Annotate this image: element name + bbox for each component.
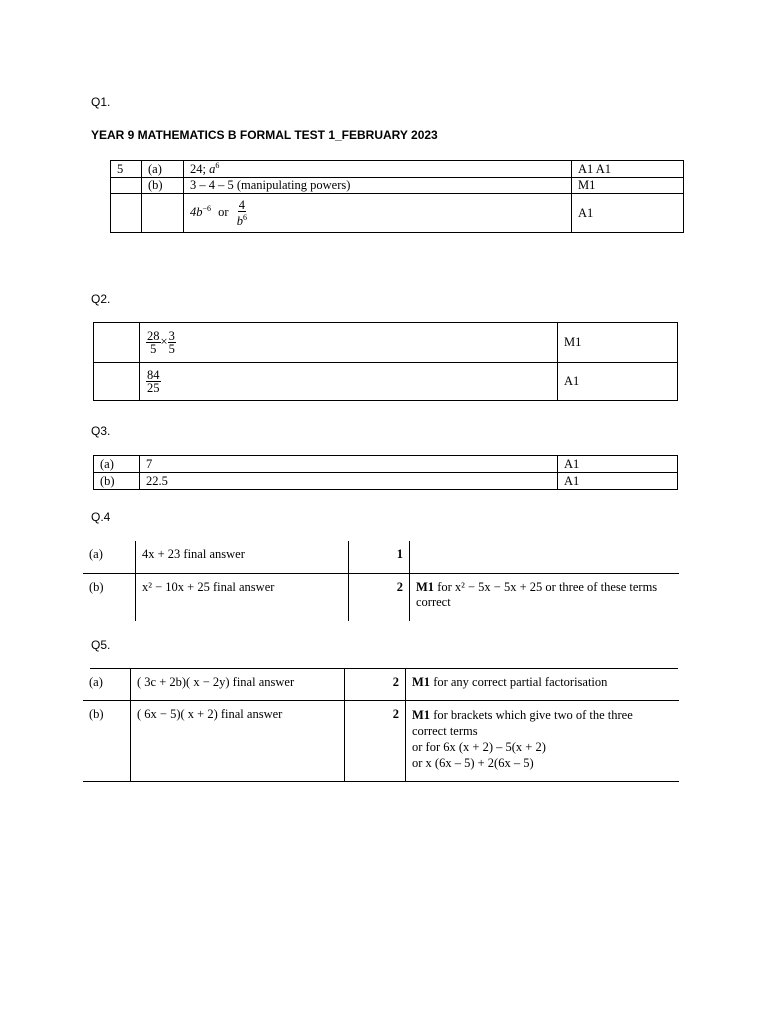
note-text: for brackets which give two of the three xyxy=(433,707,633,722)
question-number xyxy=(111,194,142,233)
answer-cell: 4x + 23 final answer xyxy=(136,541,349,573)
part-label: (a) xyxy=(94,456,140,473)
fraction xyxy=(146,369,161,394)
answer-cell: ( 3c + 2b)( x − 2y) final answer xyxy=(131,669,345,700)
table-row xyxy=(83,700,679,781)
fraction-numerator: 4 xyxy=(238,198,245,213)
table-row xyxy=(94,473,678,490)
note-text: for any correct partial factorisation xyxy=(433,675,608,689)
fraction-denominator: 25 xyxy=(147,381,160,395)
note-cell xyxy=(410,541,680,573)
table-row xyxy=(83,669,679,700)
part-label: (b) xyxy=(83,700,131,781)
note-cell xyxy=(406,669,680,700)
fraction-denominator xyxy=(236,212,248,227)
part-label: (a) xyxy=(142,161,184,178)
part-label: (a) xyxy=(83,669,131,700)
answer-exponent: −6 xyxy=(202,203,212,213)
or-text: or xyxy=(218,205,229,220)
answer-cell: x² − 10x + 25 final answer xyxy=(136,573,349,621)
answer-term xyxy=(190,205,211,219)
table-row xyxy=(111,194,684,233)
question-number: 5 xyxy=(111,161,142,178)
table-row xyxy=(111,178,684,194)
denominator-exponent: 6 xyxy=(242,213,247,223)
table-row xyxy=(83,573,679,621)
fraction-numerator: 28 xyxy=(147,329,160,343)
fraction-denominator: 5 xyxy=(168,342,175,356)
table-row xyxy=(94,456,678,473)
fraction-denominator: 5 xyxy=(150,342,157,356)
part-label: (b) xyxy=(94,473,140,490)
mark-cell: A1 A1 xyxy=(572,161,684,178)
note-cell xyxy=(406,700,680,781)
mark-cell: A1 xyxy=(558,456,678,473)
mark-cell: A1 xyxy=(558,363,678,401)
answer-cell: ( 6x − 5)( x + 2) final answer xyxy=(131,700,345,781)
q4-mark-table xyxy=(83,541,679,621)
note-text: for x² − 5x − 5x + 25 or three of these terms correct xyxy=(416,579,658,609)
multiply-sign: × xyxy=(160,334,168,349)
answer-cell xyxy=(184,194,572,233)
note-line: or for 6x (x + 2) – 5(x + 2) xyxy=(412,739,546,754)
marks-cell: 2 xyxy=(345,669,406,700)
answer-text: 24; xyxy=(190,162,210,177)
fraction-numerator: 84 xyxy=(147,368,160,382)
denominator-base: b xyxy=(236,214,243,229)
mark-cell: A1 xyxy=(558,473,678,490)
table-row xyxy=(94,323,678,363)
marks-cell: 2 xyxy=(345,700,406,781)
q2-label: Q2. xyxy=(91,292,111,306)
q4-label: Q.4 xyxy=(91,510,111,524)
note-cell xyxy=(410,573,680,621)
note-bold: M1 xyxy=(412,707,431,722)
fraction xyxy=(146,330,161,355)
note-line: correct terms xyxy=(412,723,478,738)
answer-cell xyxy=(184,161,572,178)
q1-mark-table xyxy=(110,160,684,233)
answer-cell: 7 xyxy=(140,456,558,473)
note-line: or x (6x – 5) + 2(6x – 5) xyxy=(412,755,534,770)
q5-label: Q5. xyxy=(91,638,111,652)
fraction xyxy=(236,199,248,227)
fraction xyxy=(168,330,176,355)
answer-cell: 3 – 4 – 5 (manipulating powers) xyxy=(184,178,572,194)
part-label xyxy=(94,363,140,401)
fraction-numerator: 3 xyxy=(168,329,175,343)
q2-mark-table xyxy=(93,322,678,401)
marks-cell: 2 xyxy=(349,573,410,621)
answer-exponent: 6 xyxy=(215,161,220,170)
q1-label: Q1. xyxy=(91,95,111,109)
answer-cell: 22.5 xyxy=(140,473,558,490)
marks-cell: 1 xyxy=(349,541,410,573)
document-title: YEAR 9 MATHEMATICS B FORMAL TEST 1_FEBRUARY 2023 xyxy=(91,128,438,142)
mark-cell: M1 xyxy=(572,178,684,194)
q3-label: Q3. xyxy=(91,424,111,438)
table-row xyxy=(111,161,684,178)
part-label xyxy=(142,194,184,233)
answer-cell xyxy=(140,363,558,401)
note-line xyxy=(412,707,673,723)
part-label: (b) xyxy=(142,178,184,194)
part-label: (a) xyxy=(83,541,136,573)
mark-cell: M1 xyxy=(558,323,678,363)
table-row xyxy=(94,363,678,401)
answer-base: 4b xyxy=(190,205,203,220)
mark-cell: A1 xyxy=(572,194,684,233)
q3-mark-table xyxy=(93,455,678,490)
part-label: (b) xyxy=(83,573,136,621)
answer-cell xyxy=(140,323,558,363)
note-bold: M1 xyxy=(412,675,431,689)
answer-base: a xyxy=(209,162,216,177)
note-bold: M1 xyxy=(416,579,435,594)
question-number xyxy=(111,178,142,194)
part-label xyxy=(94,323,140,363)
q5-mark-table xyxy=(83,669,679,782)
table-row xyxy=(83,541,679,573)
